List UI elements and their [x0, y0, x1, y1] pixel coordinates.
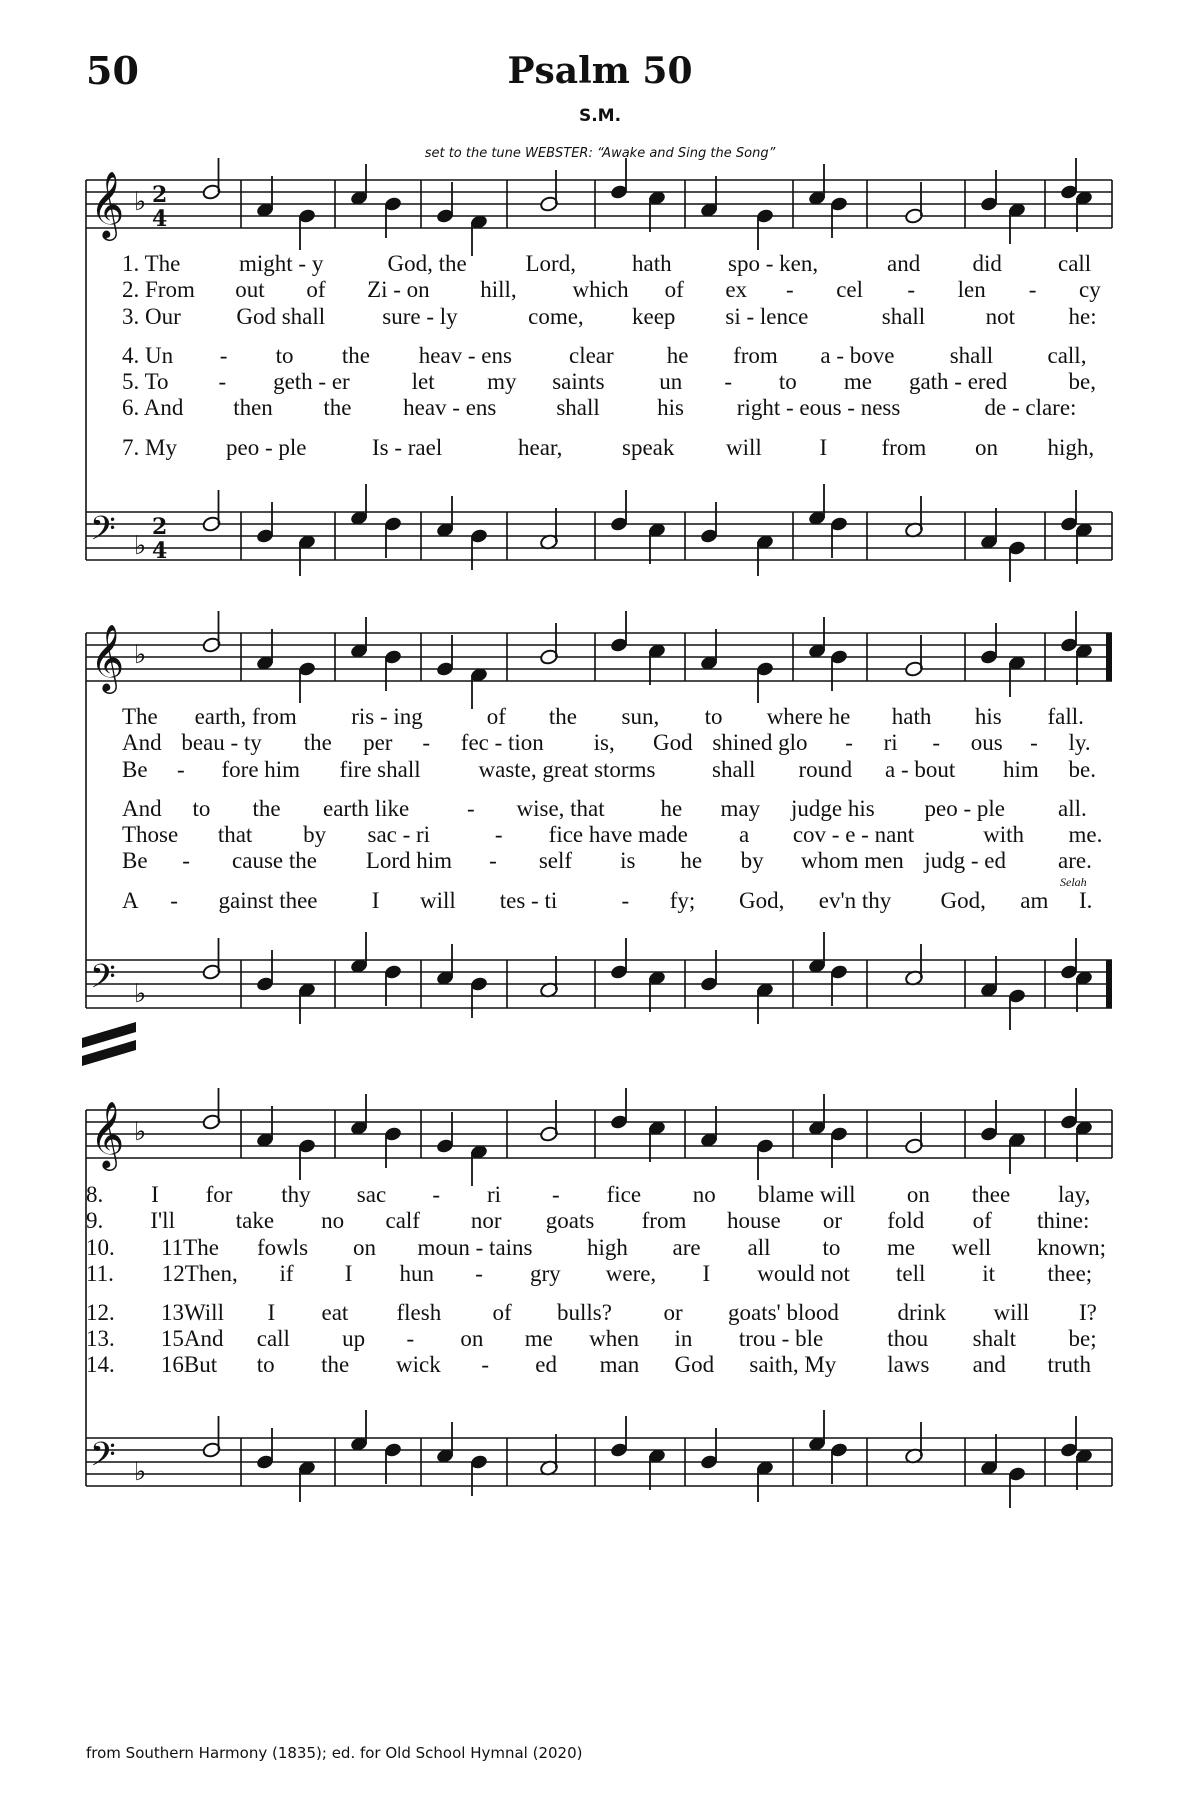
- lyric-syllable: -: [724, 369, 732, 394]
- lyric-syllable: sun,: [621, 704, 660, 729]
- lyric-syllable: per: [363, 730, 393, 755]
- lyric-syllable: Is - rael: [372, 435, 443, 460]
- lyric-syllable: from: [881, 435, 927, 460]
- lyric-syllable: -: [489, 848, 497, 873]
- tune-note: set to the tune WEBSTER: “Awake and Sing the Song”: [424, 146, 776, 161]
- lyric-syllable: ri: [486, 1182, 502, 1207]
- lyric-syllable: si - lence: [725, 304, 809, 329]
- lyric-syllable: to: [192, 796, 211, 821]
- lyric-syllable: drink: [897, 1300, 947, 1325]
- lyric-syllable: 6. And: [122, 395, 184, 420]
- lyric-syllable: it: [982, 1261, 996, 1286]
- lyric-syllable: fold: [887, 1208, 925, 1233]
- lyric-syllable: -: [218, 369, 227, 394]
- lyric-syllable: -: [907, 277, 916, 302]
- lyric-syllable: with: [983, 822, 1025, 847]
- lyric-syllable: is,: [593, 730, 615, 755]
- lyric-syllable: will: [726, 435, 762, 460]
- lyric-syllable: 14.: [86, 1352, 115, 1377]
- lyric-syllable: sac - ri: [367, 822, 431, 847]
- lyric-syllable: where he: [766, 704, 851, 729]
- lyric-syllable: no: [692, 1182, 716, 1207]
- lyric-syllable: earth like: [323, 796, 410, 821]
- lyric-syllable: cy: [1079, 277, 1101, 302]
- lyric-syllable: did: [972, 251, 1002, 276]
- lyric-syllable: trou - ble: [738, 1326, 824, 1351]
- lyric-syllable: hath: [891, 704, 932, 729]
- lyric-syllable: shined glo: [712, 730, 808, 755]
- lyric-syllable: ri: [883, 730, 898, 755]
- lyric-syllable: and: [887, 251, 921, 276]
- lyric-syllable: keep: [632, 304, 676, 329]
- lyric-syllable: eat: [321, 1300, 349, 1325]
- lyric-syllable: -: [786, 277, 794, 302]
- lyric-syllable: 10.: [86, 1235, 115, 1260]
- lyric-syllable: of: [492, 1300, 512, 1325]
- lyric-syllable: God: [653, 730, 693, 755]
- lyric-syllable: hear,: [518, 435, 563, 460]
- time-signature-top: 2: [152, 514, 168, 540]
- lyric-syllable: will: [993, 1300, 1030, 1325]
- lyric-syllable: waste, great storms: [478, 757, 656, 782]
- lyric-syllable: I: [371, 888, 380, 913]
- lyric-syllable: hun: [399, 1261, 434, 1286]
- lyric-syllable: I: [151, 1182, 159, 1207]
- lyric-syllable: if: [279, 1261, 294, 1286]
- lyric-syllable: bulls?: [557, 1300, 612, 1325]
- lyric-syllable: house: [727, 1208, 781, 1233]
- bass-clef-icon: 𝄢: [90, 1436, 116, 1482]
- lyric-syllable: the: [323, 395, 352, 420]
- lyric-syllable: by: [740, 848, 764, 873]
- lyric-syllable: fec - tion: [460, 730, 544, 755]
- lyric-syllable: cel: [836, 277, 864, 302]
- lyric-syllable: shall: [556, 395, 600, 420]
- lyric-syllable: for: [205, 1182, 233, 1207]
- flat-icon: ♭: [134, 531, 147, 561]
- lyric-syllable: tes - ti: [499, 888, 558, 913]
- lyric-syllable: me: [887, 1235, 916, 1260]
- lyric-syllable: by: [303, 822, 327, 847]
- lyric-syllable: God, the: [387, 251, 467, 276]
- lyric-syllable: me: [524, 1326, 553, 1351]
- lyric-syllable: known;: [1037, 1235, 1106, 1260]
- lyric-syllable: when: [589, 1326, 639, 1351]
- lyric-syllable: then: [233, 395, 273, 420]
- lyric-syllable: of: [972, 1208, 992, 1233]
- lyric-syllable: 11.: [86, 1261, 114, 1286]
- lyric-syllable: of: [486, 704, 506, 729]
- lyric-syllable: on: [975, 435, 998, 460]
- lyric-syllable: fore him: [221, 757, 301, 782]
- lyric-syllable: on: [460, 1326, 484, 1351]
- lyric-syllable: to: [778, 369, 797, 394]
- lyric-syllable: ly.: [1068, 730, 1091, 755]
- lyric-syllable: he:: [1068, 304, 1097, 329]
- lyric-syllable: which: [572, 277, 629, 302]
- lyric-syllable: all: [747, 1235, 771, 1260]
- lyric-syllable: me: [843, 369, 873, 394]
- flat-icon: ♭: [134, 1457, 147, 1487]
- lyric-syllable: Those: [122, 822, 179, 847]
- lyric-syllable: his: [657, 395, 684, 420]
- lyric-syllable: whom men: [800, 848, 904, 873]
- lyric-syllable: 12.: [86, 1300, 115, 1325]
- lyric-syllable: thee;: [1047, 1261, 1093, 1286]
- lyric-syllable: out: [235, 277, 265, 302]
- lyric-syllable: hath: [632, 251, 672, 276]
- lyric-syllable: me.: [1068, 822, 1103, 847]
- lyric-syllable: God,: [739, 888, 785, 913]
- flat-icon: ♭: [134, 187, 147, 217]
- lyric-syllable: -: [1030, 730, 1038, 755]
- lyric-syllable: 13.: [86, 1326, 115, 1351]
- flat-icon: ♭: [134, 979, 147, 1009]
- lyric-syllable: I: [267, 1300, 276, 1325]
- lyric-syllable: Lord,: [525, 251, 576, 276]
- lyric-syllable: gath - ered: [908, 369, 1008, 394]
- lyric-syllable: -: [494, 822, 503, 847]
- lyric-syllable: he: [660, 796, 683, 821]
- lyric-syllable: goats: [545, 1208, 595, 1233]
- lyric-syllable: earth, from: [194, 704, 297, 729]
- time-signature-bottom: 4: [152, 206, 168, 232]
- lyric-syllable: ous: [970, 730, 1003, 755]
- lyric-syllable: peo - ple: [226, 435, 307, 460]
- lyric-syllable: thee: [971, 1182, 1011, 1207]
- lyric-syllable: of: [664, 277, 684, 302]
- lyric-syllable: Be: [122, 848, 148, 873]
- lyric-syllable: Lord him: [365, 848, 453, 873]
- lyric-syllable: ev'n thy: [818, 888, 892, 913]
- lyric-syllable: speak: [622, 435, 675, 460]
- lyric-syllable: wise, that: [516, 796, 605, 821]
- lyric-syllable: gainst thee: [218, 888, 318, 913]
- lyric-syllable: the: [321, 1352, 350, 1377]
- lyric-syllable: fice have made: [548, 822, 688, 847]
- lyric-syllable: thy: [281, 1182, 311, 1207]
- lyric-syllable: -: [219, 343, 228, 368]
- lyric-syllable: fire shall: [339, 757, 421, 782]
- lyric-syllable: un: [659, 369, 683, 394]
- lyric-syllable: ex: [725, 277, 748, 302]
- lyric-syllable: -: [177, 757, 185, 782]
- lyric-syllable: the: [303, 730, 332, 755]
- lyric-syllable: the: [252, 796, 281, 821]
- lyric-syllable: were,: [605, 1261, 657, 1286]
- lyric-syllable: geth - er: [273, 369, 350, 394]
- treble-clef-icon: 𝄞: [90, 623, 125, 691]
- lyric-syllable: is: [620, 848, 636, 873]
- lyric-syllable: wick: [396, 1352, 441, 1377]
- lyric-syllable: -: [1028, 277, 1037, 302]
- lyric-syllable: clear: [569, 343, 614, 368]
- lyric-syllable: 12Then,: [161, 1261, 238, 1286]
- lyric-syllable: cause the: [232, 848, 317, 873]
- lyric-syllable: shall: [712, 757, 756, 782]
- lyric-syllable: -: [432, 1182, 441, 1207]
- lyric-syllable: -: [467, 796, 475, 821]
- lyric-syllable: round: [798, 757, 853, 782]
- lyric-syllable: my: [487, 369, 517, 394]
- lyric-syllable: de - clare:: [984, 395, 1077, 420]
- lyric-syllable: spo - ken,: [728, 251, 819, 276]
- lyric-syllable: 4. Un: [122, 343, 174, 368]
- lyric-syllable: self: [538, 848, 573, 873]
- lyric-syllable: 7. My: [122, 435, 177, 460]
- lyric-syllable: Zi - on: [367, 277, 430, 302]
- lyric-syllable: from: [641, 1208, 687, 1233]
- lyric-syllable: or: [663, 1300, 683, 1325]
- lyric-syllable: beau - ty: [181, 730, 262, 755]
- lyric-syllable: thou: [887, 1326, 929, 1351]
- lyric-syllable: I'll: [150, 1208, 175, 1233]
- lyric-syllable: A: [122, 888, 139, 913]
- flat-icon: ♭: [134, 640, 147, 670]
- bass-clef-icon: 𝄢: [90, 958, 116, 1004]
- lyric-syllable: peo - ple: [924, 796, 1005, 821]
- lyric-syllable: come,: [528, 304, 584, 329]
- lyric-syllable: shall: [881, 304, 926, 329]
- lyric-syllable: call,: [1047, 343, 1087, 368]
- lyric-syllable: high: [587, 1235, 628, 1260]
- lyric-syllable: ed: [535, 1352, 557, 1377]
- lyric-syllable: be;: [1068, 1326, 1097, 1351]
- lyric-syllable: his: [974, 704, 1002, 729]
- lyric-syllable: to: [822, 1235, 841, 1260]
- lyric-syllable: call: [256, 1326, 290, 1351]
- lyric-syllable: him: [1003, 757, 1039, 782]
- lyric-syllable: I?: [1079, 1300, 1097, 1325]
- selah-label: Selah: [1060, 875, 1087, 889]
- time-signature-bottom: 4: [152, 538, 168, 564]
- lyric-syllable: Be: [122, 757, 148, 782]
- lyric-syllable: The: [122, 704, 158, 729]
- lyric-syllable: to: [275, 343, 294, 368]
- lyric-syllable: -: [422, 730, 431, 755]
- lyric-syllable: gry: [530, 1261, 561, 1286]
- lyric-syllable: sure - ly: [382, 304, 458, 329]
- lyric-syllable: saints: [552, 369, 605, 394]
- lyric-syllable: would not: [757, 1261, 850, 1286]
- lyric-syllable: -: [932, 730, 941, 755]
- lyric-syllable: will: [420, 888, 456, 913]
- lyric-syllable: God shall: [236, 304, 326, 329]
- bass-clef-icon: 𝄢: [90, 510, 116, 556]
- lyric-syllable: 8.: [86, 1182, 104, 1207]
- page-number: 50: [86, 48, 139, 93]
- lyric-syllable: goats' blood: [728, 1300, 839, 1325]
- lyric-syllable: And: [122, 730, 162, 755]
- lyric-syllable: fy;: [669, 888, 696, 913]
- lyric-syllable: laws: [887, 1352, 930, 1377]
- lyric-syllable: And: [122, 796, 162, 821]
- lyric-syllable: 13Will: [161, 1300, 224, 1325]
- lyric-syllable: on: [906, 1182, 930, 1207]
- lyric-syllable: am: [1020, 888, 1049, 913]
- lyric-syllable: sac: [356, 1182, 387, 1207]
- lyric-syllable: God: [674, 1352, 715, 1377]
- lyric-syllable: fall.: [1047, 704, 1084, 729]
- lyric-syllable: 1. The: [122, 251, 181, 276]
- lyric-syllable: -: [406, 1326, 415, 1351]
- lyric-syllable: ris - ing: [351, 704, 423, 729]
- lyric-syllable: fowls: [257, 1235, 309, 1260]
- lyric-syllable: up: [342, 1326, 366, 1351]
- lyric-syllable: -: [845, 730, 853, 755]
- lyric-syllable: in: [674, 1326, 693, 1351]
- source-footer: from Southern Harmony (1835); ed. for Old School Hymnal (2020): [86, 1744, 583, 1762]
- lyric-syllable: thine:: [1037, 1208, 1090, 1233]
- lyric-syllable: calf: [385, 1208, 420, 1233]
- lyric-syllable: he: [680, 848, 703, 873]
- time-signature-top: 2: [152, 182, 168, 208]
- lyric-syllable: heav - ens: [418, 343, 512, 368]
- lyric-syllable: judge his: [791, 796, 875, 821]
- lyric-syllable: 16But: [160, 1352, 218, 1377]
- lyric-syllable: 2. From: [122, 277, 195, 302]
- lyric-syllable: from: [733, 343, 778, 368]
- lyric-syllable: moun - tains: [417, 1235, 533, 1260]
- lyric-syllable: len: [957, 277, 986, 302]
- lyric-syllable: man: [599, 1352, 640, 1377]
- lyric-syllable: God,: [940, 888, 986, 913]
- lyric-syllable: and: [972, 1352, 1006, 1377]
- lyric-syllable: truth: [1047, 1352, 1091, 1377]
- lyric-syllable: I: [819, 435, 828, 460]
- lyric-syllable: tell: [896, 1261, 926, 1286]
- lyric-syllable: -: [182, 848, 190, 873]
- lyric-syllable: heav - ens: [403, 395, 497, 420]
- lyric-syllable: he: [666, 343, 689, 368]
- lyric-syllable: saith, My: [749, 1352, 837, 1377]
- flat-icon: ♭: [134, 1117, 147, 1147]
- lyric-syllable: -: [170, 888, 178, 913]
- lyric-syllable: a - bove: [820, 343, 895, 368]
- lyric-syllable: shall: [949, 343, 994, 368]
- lyric-syllable: all.: [1058, 796, 1087, 821]
- lyric-syllable: I: [702, 1261, 711, 1286]
- lyric-syllable: I.: [1079, 888, 1093, 913]
- lyric-syllable: 11The: [161, 1235, 219, 1260]
- lyric-syllable: are.: [1058, 848, 1092, 873]
- lyric-syllable: blame will: [757, 1182, 856, 1207]
- lyric-syllable: take: [235, 1208, 275, 1233]
- lyric-syllable: 3. Our: [122, 304, 181, 329]
- lyric-syllable: let: [411, 369, 435, 394]
- lyric-syllable: or: [822, 1208, 843, 1233]
- lyric-syllable: flesh: [396, 1300, 442, 1325]
- lyric-syllable: the: [341, 343, 371, 368]
- lyric-syllable: are: [672, 1235, 701, 1260]
- lyric-syllable: right - eous - ness: [736, 395, 901, 420]
- lyric-syllable: nor: [470, 1208, 502, 1233]
- treble-clef-icon: 𝄞: [90, 1100, 125, 1168]
- lyric-syllable: the: [548, 704, 578, 729]
- lyric-syllable: to: [256, 1352, 275, 1377]
- lyric-syllable: -: [621, 888, 630, 913]
- lyric-syllable: I: [344, 1261, 353, 1286]
- lyric-syllable: call: [1058, 251, 1092, 276]
- lyric-syllable: be,: [1068, 369, 1096, 394]
- lyric-syllable: -: [552, 1182, 560, 1207]
- lyric-syllable: -: [475, 1261, 483, 1286]
- lyric-syllable: 9.: [86, 1208, 104, 1233]
- lyric-syllable: shalt: [972, 1326, 1017, 1351]
- lyric-syllable: not: [985, 304, 1016, 329]
- lyric-syllable: be.: [1068, 757, 1096, 782]
- lyric-syllable: lay,: [1058, 1182, 1091, 1207]
- page-title: Psalm 50: [507, 50, 693, 92]
- lyric-syllable: might - y: [239, 251, 324, 276]
- lyric-syllable: 15And: [160, 1326, 224, 1351]
- lyric-syllable: may: [720, 796, 761, 821]
- lyric-syllable: to: [704, 704, 723, 729]
- lyric-syllable: hill,: [480, 277, 517, 302]
- lyric-syllable: 5. To: [122, 369, 169, 394]
- lyric-syllable: no: [321, 1208, 345, 1233]
- lyric-syllable: judg - ed: [924, 848, 1006, 873]
- lyric-syllable: a: [739, 822, 750, 847]
- lyric-syllable: high,: [1047, 435, 1095, 460]
- treble-clef-icon: 𝄞: [90, 170, 125, 238]
- lyric-syllable: -: [481, 1352, 490, 1377]
- meter-label: S.M.: [578, 106, 622, 126]
- lyric-syllable: on: [353, 1235, 376, 1260]
- lyric-syllable: well: [951, 1235, 992, 1260]
- lyric-syllable: fice: [606, 1182, 642, 1207]
- lyric-syllable: of: [306, 277, 326, 302]
- lyric-syllable: cov - e - nant: [792, 822, 915, 847]
- lyric-syllable: that: [217, 822, 253, 847]
- lyric-syllable: a - bout: [885, 757, 956, 782]
